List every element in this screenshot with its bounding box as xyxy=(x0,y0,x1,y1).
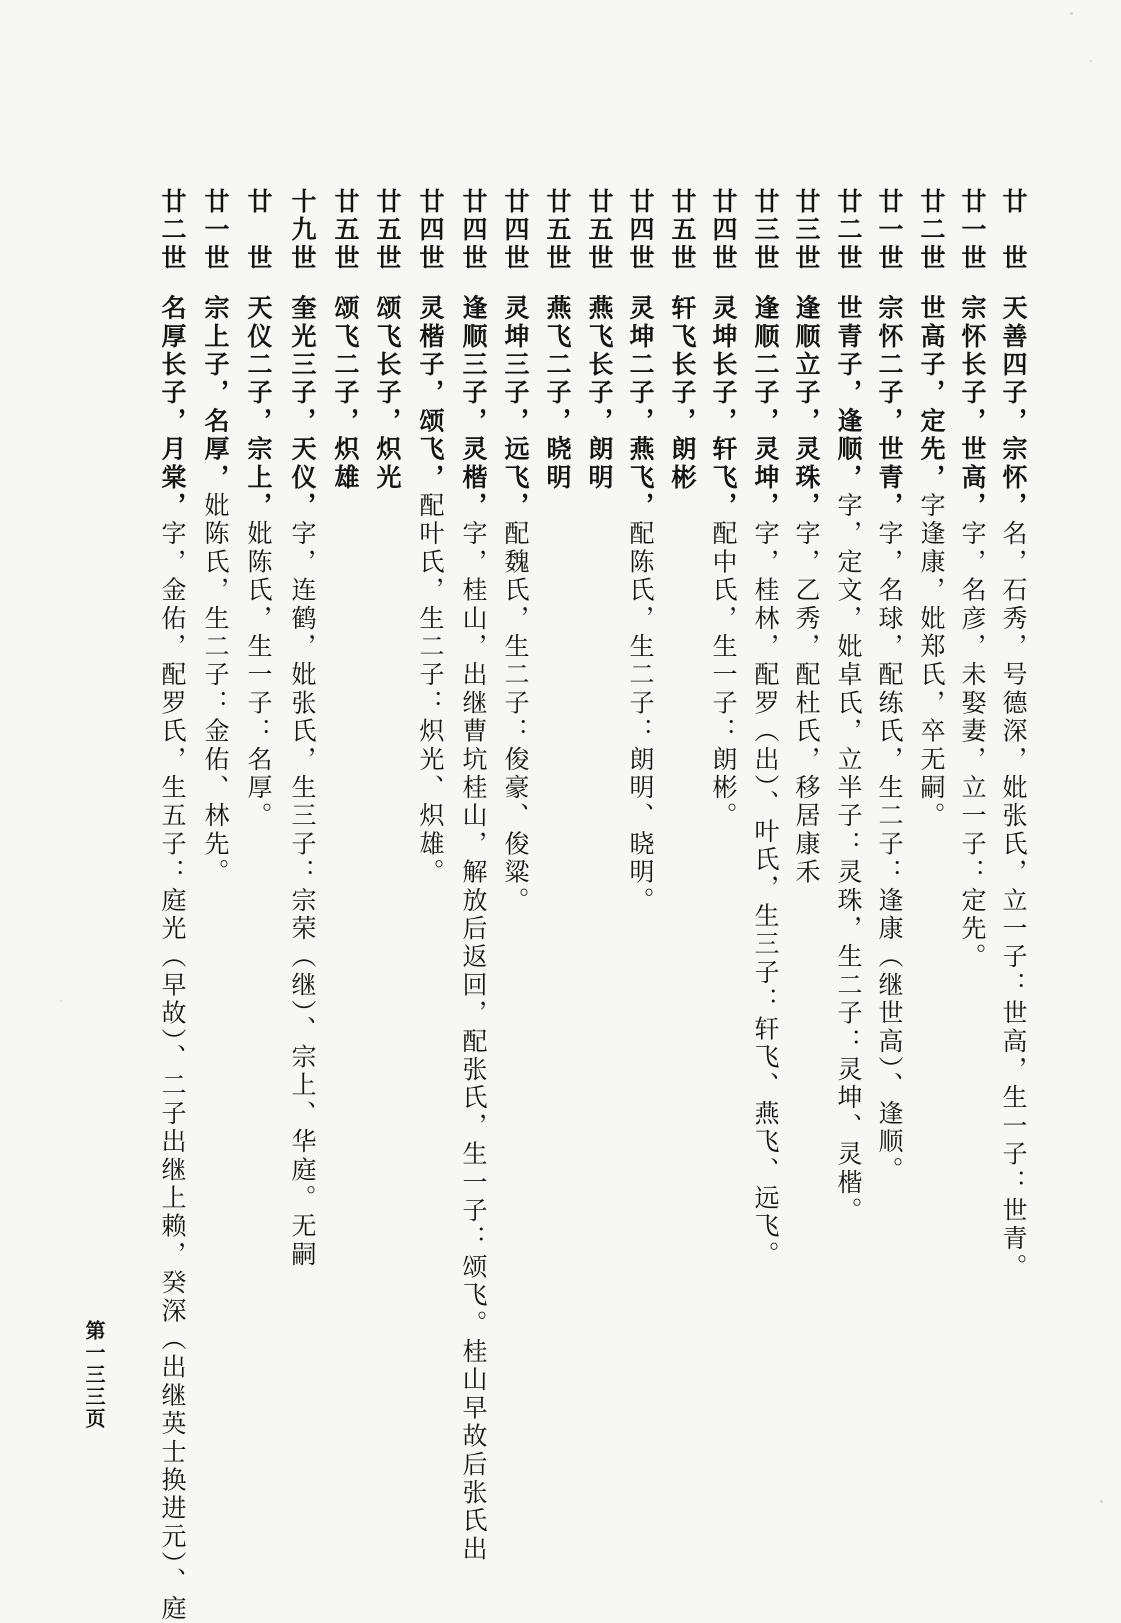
entry-text: 妣陈氏，生二子：金佑、林先。 xyxy=(201,492,230,887)
entry-head: 奎光三子，天仪， xyxy=(288,294,317,521)
generation-label: 廿 世 xyxy=(244,188,273,273)
generation-label: 廿五世 xyxy=(585,188,614,273)
generation-label: 廿一世 xyxy=(958,188,987,273)
scan-speck xyxy=(60,1000,62,1002)
entry-head: 灵坤二子，燕飞， xyxy=(626,294,655,521)
generation-label: 廿四世 xyxy=(416,188,445,273)
entry-text: 字，名彦，未娶妻，立一子：定先。 xyxy=(958,520,987,972)
entry-head: 宗上子，名厚， xyxy=(201,294,230,493)
genealogy-entry xyxy=(625,188,655,915)
page-number: 第一三三页 xyxy=(82,1320,106,1430)
generation-label: 廿三世 xyxy=(792,188,821,273)
genealogy-entry xyxy=(287,188,317,1269)
generation-label: 廿四世 xyxy=(501,188,530,273)
genealogy-entry xyxy=(874,188,904,1185)
genealogy-entry xyxy=(584,188,614,492)
entry-text: 字逢康，妣郑氏，卒无嗣。 xyxy=(917,492,946,831)
generation-label: 廿五世 xyxy=(373,188,402,273)
genealogy-entry xyxy=(458,188,488,1564)
generation-label: 廿四世 xyxy=(459,188,488,273)
genealogy-entry xyxy=(415,188,445,887)
entry-head: 天善四子，宗怀， xyxy=(999,294,1028,521)
generation-label: 廿一世 xyxy=(201,188,230,273)
generation-label: 廿三世 xyxy=(751,188,780,273)
entry-text: 字，名球，配练氏，生二子：逢康（继世高）、逢顺。 xyxy=(875,520,904,1185)
genealogy-entry xyxy=(833,188,863,1225)
entry-head: 逢顺二子，灵坤， xyxy=(751,294,780,521)
entry-head: 世青子，逢顺， xyxy=(834,294,863,493)
entry-head: 灵坤三子，远飞， xyxy=(501,294,530,521)
scan-speck xyxy=(1090,60,1092,62)
entry-head: 颂飞长子，炽光 xyxy=(373,294,402,493)
entry-text: 配魏氏，生二子：俊豪、俊粱。 xyxy=(501,520,530,916)
entry-head: 逢顺立子，灵珠， xyxy=(792,294,821,521)
generation-label: 廿二世 xyxy=(917,188,946,273)
genealogy-entry xyxy=(157,188,187,1623)
generation-label: 廿 世 xyxy=(999,188,1028,273)
genealogy-entry xyxy=(243,188,273,830)
entry-head: 燕飞二子，晓明 xyxy=(543,294,572,493)
genealogy-entry xyxy=(791,188,821,887)
entry-text: 配陈氏，生二子：朗明、晓明。 xyxy=(626,520,655,916)
generation-label: 廿四世 xyxy=(626,188,655,273)
entry-text: 字，金佑，配罗氏，生五子：庭光（早故）、二子出继上赖，癸深（出继英士换进元）、庭 xyxy=(158,520,187,1623)
entry-head: 逢顺三子，灵楷， xyxy=(459,294,488,521)
genealogy-entry xyxy=(542,188,572,492)
genealogy-entry xyxy=(330,188,360,492)
generation-label: 廿五世 xyxy=(668,188,697,273)
entry-head: 颂飞二子，炽雄 xyxy=(331,294,360,493)
entry-text: 字，连鹤，妣张氏，生三子：宗荣（继）、宗上、华庭。无嗣 xyxy=(288,520,317,1270)
entry-text: 妣陈氏，生一子：名厚。 xyxy=(244,520,273,831)
genealogy-entry xyxy=(200,188,230,887)
entry-text: 字，乙秀，配杜氏，移居康禾 xyxy=(792,520,821,887)
entry-head: 天仪二子，宗上， xyxy=(244,294,273,521)
entry-head: 名厚长子，月棠， xyxy=(158,294,187,521)
genealogy-entry xyxy=(957,188,987,971)
generation-label: 廿五世 xyxy=(543,188,572,273)
generation-label: 廿二世 xyxy=(834,188,863,273)
scan-speck xyxy=(1070,12,1073,15)
entry-text: 配中氏，生一子：朗彬。 xyxy=(709,520,738,831)
scan-speck xyxy=(1100,1500,1103,1503)
entry-head: 宗怀长子，世高， xyxy=(958,294,987,521)
entry-head: 燕飞长子，朗明 xyxy=(585,294,614,493)
entry-head: 世高子，定先， xyxy=(917,294,946,493)
generation-label: 廿一世 xyxy=(875,188,904,273)
entry-head: 宗怀二子，世青， xyxy=(875,294,904,521)
entry-text: 字，桂林，配罗（出）、叶氏，生三子：轩飞、燕飞、远飞。 xyxy=(751,520,780,1270)
generation-label: 廿二世 xyxy=(158,188,187,273)
entry-head: 轩飞长子，朗彬 xyxy=(668,294,697,493)
genealogy-entry xyxy=(998,188,1028,1282)
genealogy-entry xyxy=(372,188,402,492)
genealogy-entry xyxy=(500,188,530,915)
entry-text: 名，石秀，号德深，妣张氏，立一子：世高，生一子：世青。 xyxy=(999,520,1028,1282)
genealogy-entry xyxy=(708,188,738,830)
entry-text: 字，定文，妣卓氏，立半子：灵珠，生二子：灵坤、灵楷。 xyxy=(834,492,863,1226)
entry-text: 字，桂山，出继曹坑桂山，解放后返回，配张氏，生一子：颂飞。桂山早故后张氏出 xyxy=(459,520,488,1564)
generation-label: 十九世 xyxy=(288,188,317,273)
entry-text: 配叶氏，生二子：炽光、炽雄。 xyxy=(416,492,445,887)
genealogy-entry xyxy=(916,188,946,830)
generation-label: 廿四世 xyxy=(709,188,738,273)
genealogy-entry xyxy=(667,188,697,492)
genealogy-entry xyxy=(750,188,780,1269)
entry-head: 灵坤长子，轩飞， xyxy=(709,294,738,521)
entry-head: 灵楷子，颂飞， xyxy=(416,294,445,493)
generation-label: 廿五世 xyxy=(331,188,360,273)
